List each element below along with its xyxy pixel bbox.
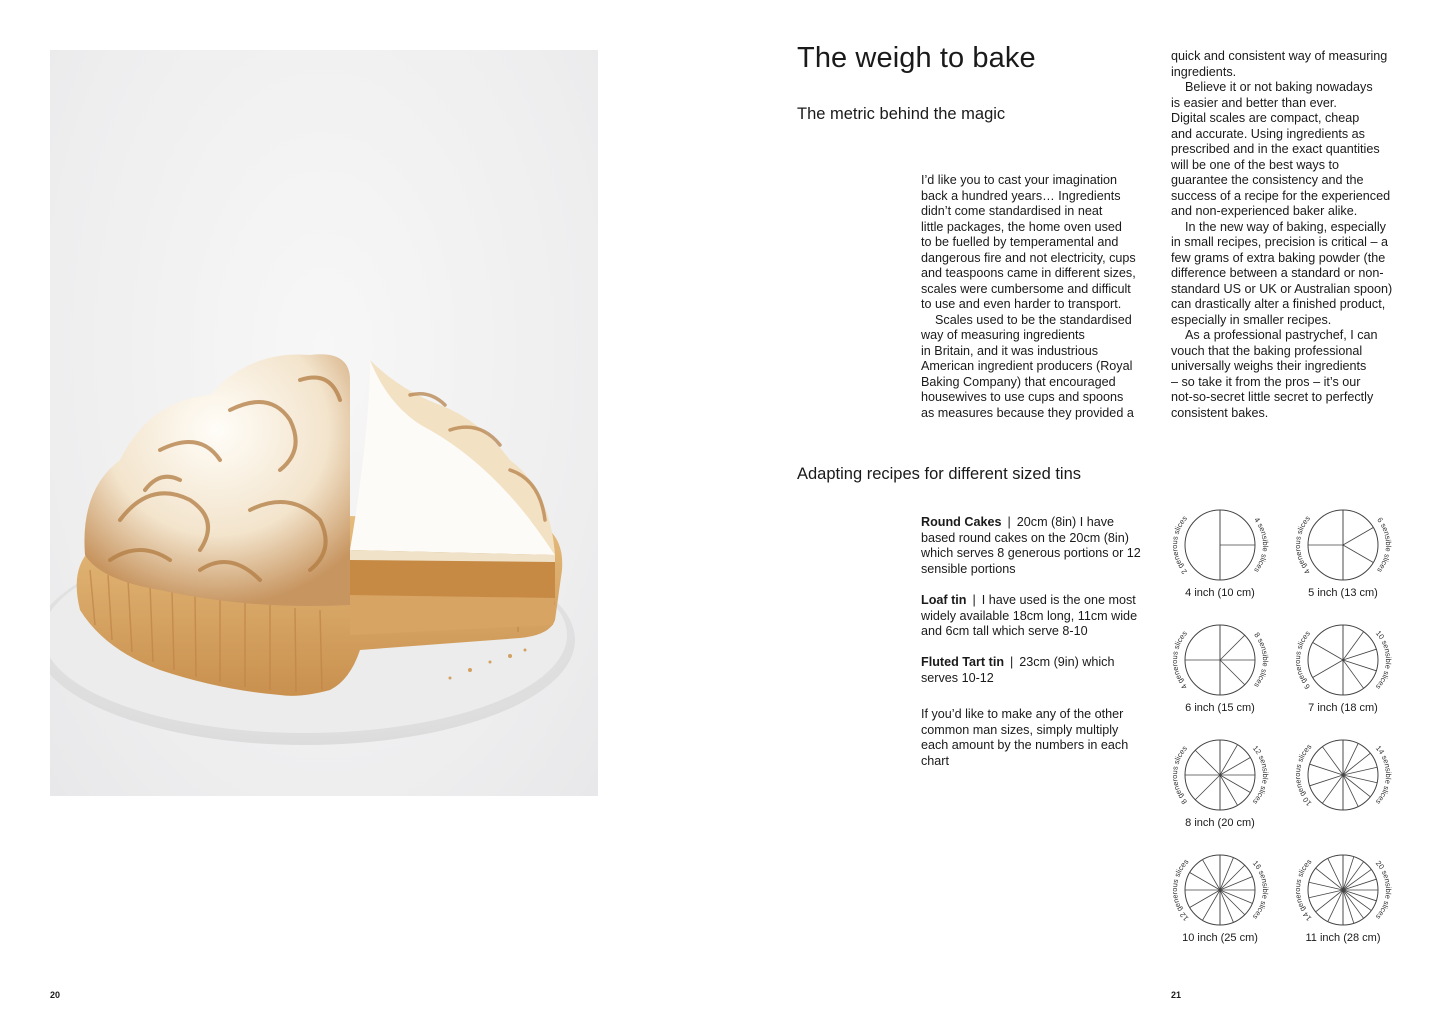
body-line: not-so-secret little secret to perfectly [1171, 390, 1374, 404]
chart-caption: 5 inch (13 cm) [1308, 587, 1378, 599]
sensible-slice-line [1343, 879, 1376, 890]
sensible-label: 16 sensible slices [1250, 858, 1271, 922]
sensible-slice-line [1343, 890, 1354, 923]
tin-separator: | [1007, 515, 1011, 529]
generous-label: 6 generous slices [1292, 628, 1312, 692]
body-line: As a professional pastrychef, I can [1185, 328, 1378, 342]
left-page-number: 20 [50, 990, 61, 1000]
body-line: to use and even harder to transport. [921, 297, 1122, 311]
slice-chart [1278, 620, 1408, 732]
body-line: dangerous fire and not electricity, cups [921, 250, 1136, 265]
sensible-label: 4 sensible slices [1252, 515, 1271, 575]
sensible-slice-line [1343, 660, 1376, 671]
slice-chart [1155, 505, 1285, 617]
tin-text: 20cm (8in) I have based round cakes on the 20cm (8in) which serves 8 generous portions or 12 sensible portions [921, 515, 1141, 576]
slice-chart [1278, 505, 1408, 617]
sensible-slice-line [1343, 660, 1364, 688]
sensible-label: 6 sensible slices [1375, 515, 1394, 575]
sensible-slice-line [1343, 869, 1371, 890]
generous-slice-line [1190, 890, 1220, 908]
chart-caption: 6 inch (15 cm) [1185, 702, 1255, 714]
body-line: Believe it or not baking nowadays [1185, 80, 1373, 94]
chart-caption: 11 inch (28 cm) [1305, 932, 1381, 944]
body-line: as measures because they provided a [921, 405, 1134, 420]
body-line: little packages, the home oven used [921, 219, 1122, 234]
sensible-slice-line [1343, 862, 1364, 890]
body-line: Digital scales are compact, cheap [1171, 111, 1360, 125]
chart-caption: 7 inch (18 cm) [1308, 702, 1378, 714]
right-page-number: 21 [1171, 990, 1182, 1000]
body-line: way of measuring ingredients [921, 328, 1085, 342]
sensible-slice-line [1343, 890, 1364, 918]
body-column-2 [1171, 49, 1403, 421]
generous-label: 2 generous slices [1169, 513, 1189, 577]
body-line: will be one of the best ways to [1171, 157, 1340, 172]
tin-entry-tart [921, 655, 1149, 686]
tin-label: Round Cakes [921, 515, 1002, 529]
generous-slice-line [1203, 890, 1221, 920]
generous-slice-line [1203, 860, 1221, 890]
section-heading: Adapting recipes for different sized tins [797, 465, 1082, 483]
generous-slice-line [1310, 764, 1343, 775]
sensible-slice-line [1343, 890, 1376, 901]
sensible-slice-line [1343, 857, 1354, 890]
slice-chart [1155, 735, 1285, 847]
body-line: universally weighs their ingredients [1171, 359, 1367, 373]
body-line: in Britain, and it was industrious [921, 343, 1099, 358]
tin-separator: | [1010, 655, 1014, 669]
generous-label: 10 generous slices [1292, 742, 1314, 808]
body-line: standard US or UK or Australian spoon) [1171, 281, 1393, 296]
sensible-slice-line [1343, 743, 1358, 775]
generous-label: 14 generous slices [1292, 857, 1314, 923]
slice-chart [1278, 735, 1408, 847]
body-line: success of a recipe for the experienced [1171, 188, 1391, 203]
tin-text: I have used is the one most widely available 18cm long, 11cm wide and 6cm tall which serve 8-10 [921, 593, 1138, 638]
body-line: prescribed and in the exact quantities [1171, 142, 1380, 156]
generous-slice-line [1328, 890, 1343, 922]
generous-slice-line [1310, 775, 1343, 786]
lemon-meringue-tart-photo [50, 50, 598, 796]
tin-text: 23cm (9in) which serves 10-12 [921, 655, 1115, 685]
body-line: is easier and better than ever. [1171, 95, 1337, 110]
body-line: and accurate. Using ingredients as [1171, 126, 1365, 141]
sensible-label: 10 sensible slices [1373, 628, 1394, 692]
generous-label: 12 generous slices [1169, 857, 1191, 923]
tin-label: Fluted Tart tin [921, 655, 1005, 669]
sensible-slice-line [1343, 649, 1376, 660]
slice-chart [1155, 620, 1285, 732]
body-line: to be fuelled by temperamental and [921, 235, 1119, 249]
body-line: few grams of extra baking powder (the [1171, 250, 1386, 265]
chart-caption: 4 inch (10 cm) [1185, 587, 1255, 599]
sensible-label: 14 sensible slices [1373, 743, 1394, 807]
generous-slice-line [1322, 747, 1343, 775]
generous-slice-line [1328, 858, 1343, 890]
generous-slice-line [1322, 775, 1343, 803]
body-line: consistent bakes. [1171, 405, 1269, 420]
generous-slice-line [1190, 873, 1220, 891]
tin-separator: | [972, 593, 976, 607]
generous-slice-line [1195, 750, 1220, 775]
body-line: Scales used to be the standardised [935, 312, 1132, 327]
sensible-slice-line [1220, 758, 1250, 776]
body-line: and teaspoons came in different sizes, [921, 266, 1136, 280]
sensible-label: 8 sensible slices [1252, 630, 1271, 690]
sensible-slice-line [1220, 890, 1245, 915]
body-line: didn’t come standardised in neat [921, 204, 1103, 218]
body-line: guarantee the consistency and the [1171, 173, 1364, 187]
closing-note: If you’d like to make any of the other common man sizes, simply multiply each amount by the numbers in each chart [921, 707, 1129, 768]
generous-label: 4 generous slices [1292, 513, 1312, 577]
chart-caption: 10 inch (25 cm) [1182, 932, 1258, 944]
body-line: quick and consistent way of measuring [1171, 49, 1388, 63]
body-line: housewives to use cups and spoons [921, 390, 1124, 404]
page-subtitle: The metric behind the magic [797, 105, 1006, 123]
sensible-slice-line [1220, 775, 1238, 805]
sensible-slice-line [1220, 745, 1238, 775]
body-line: can drastically alter a finished product, [1171, 297, 1386, 311]
generous-slice-line [1313, 660, 1343, 678]
generous-label: 4 generous slices [1169, 628, 1189, 692]
body-line: especially in smaller recipes. [1171, 312, 1332, 327]
generous-slice-line [1313, 643, 1343, 661]
sensible-slice-line [1220, 775, 1250, 793]
body-line: scales were cumbersome and difficult [921, 281, 1131, 296]
body-line: In the new way of baking, especially [1185, 219, 1386, 234]
body-line: vouch that the baking professional [1171, 343, 1363, 358]
body-line: I’d like you to cast your imagination [921, 173, 1118, 187]
body-line: ingredients. [1171, 64, 1237, 79]
body-column-1 [921, 173, 1147, 421]
tin-entry-round [921, 515, 1149, 577]
body-line: – so take it from the pros – it’s our [1171, 374, 1361, 389]
sensible-slice-line [1220, 635, 1245, 660]
sensible-slice-line [1343, 890, 1371, 911]
body-line: difference between a standard or non- [1171, 266, 1384, 280]
chart-caption: 8 inch (20 cm) [1185, 817, 1255, 829]
sensible-slice-line [1343, 528, 1373, 546]
sensible-slice-line [1343, 775, 1358, 807]
sensible-slice-line [1220, 865, 1245, 890]
tin-label: Loaf tin [921, 593, 967, 607]
sensible-label: 12 sensible slices [1250, 743, 1271, 807]
generous-label: 8 generous slices [1169, 743, 1189, 807]
sensible-slice-line [1220, 660, 1245, 685]
sensible-label: 20 sensible slices [1373, 858, 1394, 922]
body-line: American ingredient producers (Royal [921, 359, 1133, 373]
slice-chart [1155, 850, 1285, 962]
body-line: Baking Company) that encouraged [921, 374, 1116, 389]
body-line: in small recipes, precision is critical – a [1171, 235, 1388, 249]
generous-slice-line [1195, 775, 1220, 800]
body-line: back a hundred years… Ingredients [921, 188, 1121, 203]
slice-chart [1278, 850, 1408, 962]
sensible-slice-line [1343, 632, 1364, 660]
body-line: and non-experienced baker alike. [1171, 204, 1358, 218]
page-title: The weigh to bake [797, 42, 1036, 74]
sensible-slice-line [1343, 545, 1373, 563]
tin-entry-loaf [921, 593, 1149, 640]
